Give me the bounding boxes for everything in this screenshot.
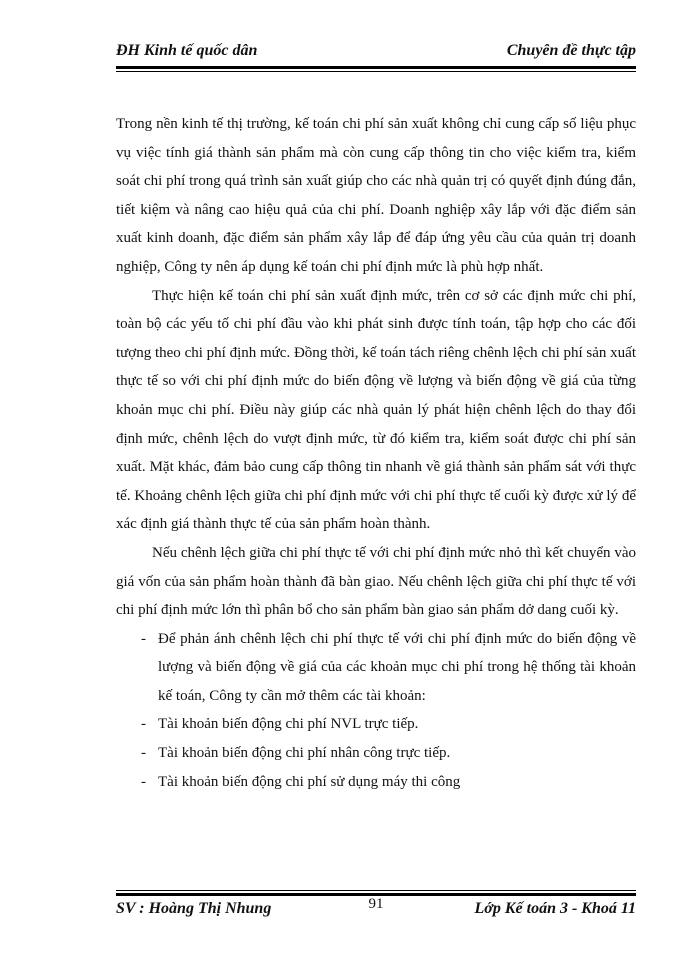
dash-marker: -: [141, 745, 146, 762]
footer-left: SV : Hoàng Thị Nhung: [116, 900, 272, 917]
dash-item: [116, 768, 636, 797]
dash-item-text: Để phản ánh chênh lệch chi phí thực tế với chi phí định mức do biến động về lượng và biến động về giá của các khoản mục chi phí trong hệ thống tài khoản kế toán, Công ty cần mở thêm các tài khoản:: [158, 630, 636, 704]
page-number: 91: [368, 896, 384, 912]
footer-right: Lớp Kế toán 3 - Khoá 11: [474, 900, 636, 917]
dash-marker: -: [141, 716, 146, 733]
dash-item-text: Tài khoản biến động chi phí sử dụng máy thi công: [158, 773, 461, 790]
header-rule-thin: [116, 71, 636, 72]
dash-item: [116, 625, 636, 711]
document-body: [116, 110, 636, 796]
dash-item-text: Tài khoản biến động chi phí NVL trực tiếp.: [158, 716, 419, 733]
paragraph-2: Thực hiện kế toán chi phí sản xuất định mức, trên cơ sở các định mức chi phí, toàn bộ các yếu tố chi phí đầu vào khi phát sinh được tính toán, tập hợp cho các đối tượng theo chi phí định mức. Đồng thời, kế toán tách riêng chênh lệch chi phí sản xuất thực tế so với chi phí định mức do biến động về lượng và biến động về giá của từng khoản mục chi phí. Điều này giúp các nhà quản lý phát hiện chênh lệch do thay đổi định mức, chênh lệch do vượt định mức, từ đó kiểm tra, kiểm soát được chi phí sản xuất. Mặt khác, đảm bảo cung cấp thông tin nhanh về giá thành sản phẩm sát với thực tế. Khoảng chênh lệch giữa chi phí định mức với chi phí thực tế cuối kỳ được xử lý để xác định giá thành thực tế của sản phẩm hoàn thành.: [116, 287, 636, 533]
dash-marker: -: [141, 773, 146, 790]
paragraph-3: Nếu chênh lệch giữa chi phí thực tế với chi phí định mức nhỏ thì kết chuyển vào giá vốn của sản phẩm hoàn thành đã bàn giao. Nếu chênh lệch giữa chi phí thực tế với chi phí định mức lớn thì phân bổ cho sản phẩm bàn giao sản phẩm dở dang cuối kỳ.: [116, 544, 636, 619]
dash-item: [116, 710, 636, 739]
paragraph-1: Trong nền kinh tế thị trường, kế toán chi phí sản xuất không chỉ cung cấp số liệu phục vụ việc tính giá thành sản phẩm mà còn cung cấp thông tin cho việc kiểm tra, kiểm soát chi phí trong quá trình sản xuất giúp cho các nhà quản trị có quyết định đúng đắn, tiết kiệm và nâng cao hiệu quả của chi phí. Doanh nghiệp xây lắp với đặc điểm sản xuất kinh doanh, đặc điểm sản phẩm xây lắp để đáp ứng yêu cầu của quản trị doanh nghiệp, Công ty nên áp dụng kế toán chi phí định mức là phù hợp nhất.: [116, 116, 636, 275]
dash-item: [116, 739, 636, 768]
dash-item-text: Tài khoản biến động chi phí nhân công trực tiếp.: [158, 745, 451, 762]
header-left: ĐH Kinh tế quốc dân: [116, 42, 258, 59]
footer-rule-thin: [116, 890, 636, 891]
header-rule-thick: [116, 66, 636, 69]
page-header: [116, 42, 636, 66]
dash-marker: -: [141, 630, 146, 647]
header-right: Chuyên đề thực tập: [506, 42, 636, 59]
page-footer: [116, 896, 636, 924]
